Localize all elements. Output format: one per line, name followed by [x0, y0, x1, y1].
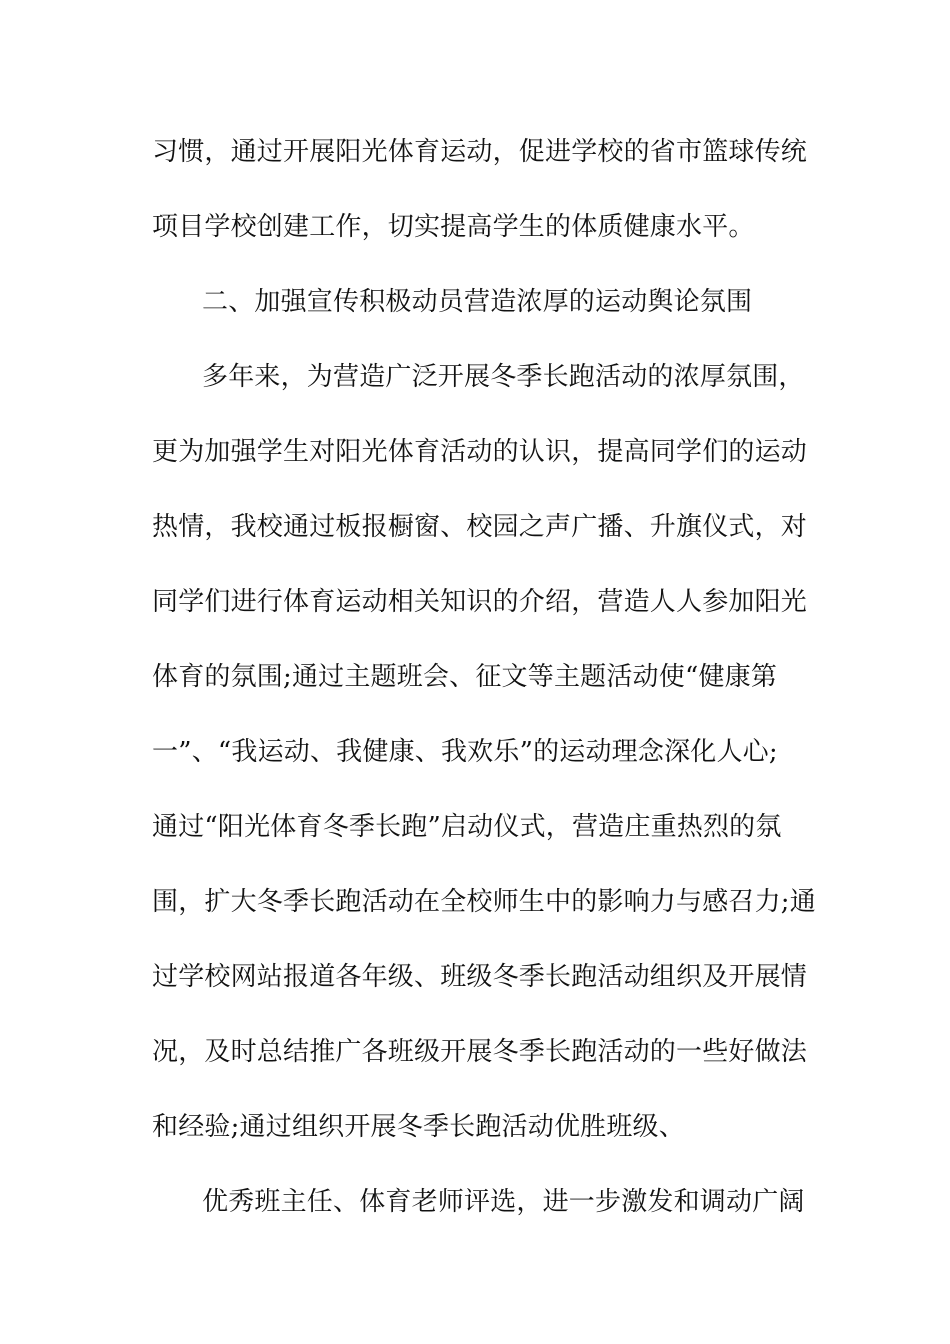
text-line: 通过“阳光体育冬季长跑”启动仪式，营造庄重热烈的氛	[152, 812, 782, 842]
text-line: 一”、“我运动、我健康、我欢乐”的运动理念深化人心;	[152, 737, 778, 767]
text-line: 习惯，通过开展阳光体育运动，促进学校的省市篮球传统	[152, 137, 808, 167]
text-line: 多年来，为营造广泛开展冬季长跑活动的浓厚氛围，	[202, 362, 805, 392]
text-line: 和经验;通过组织开展冬季长跑活动优胜班级、	[152, 1112, 685, 1142]
text-line: 况，及时总结推广各班级开展冬季长跑活动的一些好做法	[152, 1037, 808, 1067]
text-line: 同学们进行体育运动相关知识的介绍，营造人人参加阳光	[152, 587, 808, 617]
text-line: 更为加强学生对阳光体育活动的认识，提高同学们的运动	[152, 437, 808, 467]
text-line: 热情，我校通过板报橱窗、校园之声广播、升旗仪式，对	[152, 512, 808, 542]
text-line: 过学校网站报道各年级、班级冬季长跑活动组织及开展情	[152, 962, 808, 992]
text-line: 体育的氛围;通过主题班会、征文等主题活动使“健康第	[152, 662, 778, 692]
text-line: 优秀班主任、体育老师评选，进一步激发和调动广阔	[202, 1187, 805, 1217]
text-line: 围，扩大冬季长跑活动在全校师生中的影响力与感召力;通	[152, 887, 816, 917]
section-heading: 二、加强宣传积极动员营造浓厚的运动舆论氛围	[202, 287, 753, 317]
text-line: 项目学校创建工作，切实提高学生的体质健康水平。	[152, 212, 755, 242]
